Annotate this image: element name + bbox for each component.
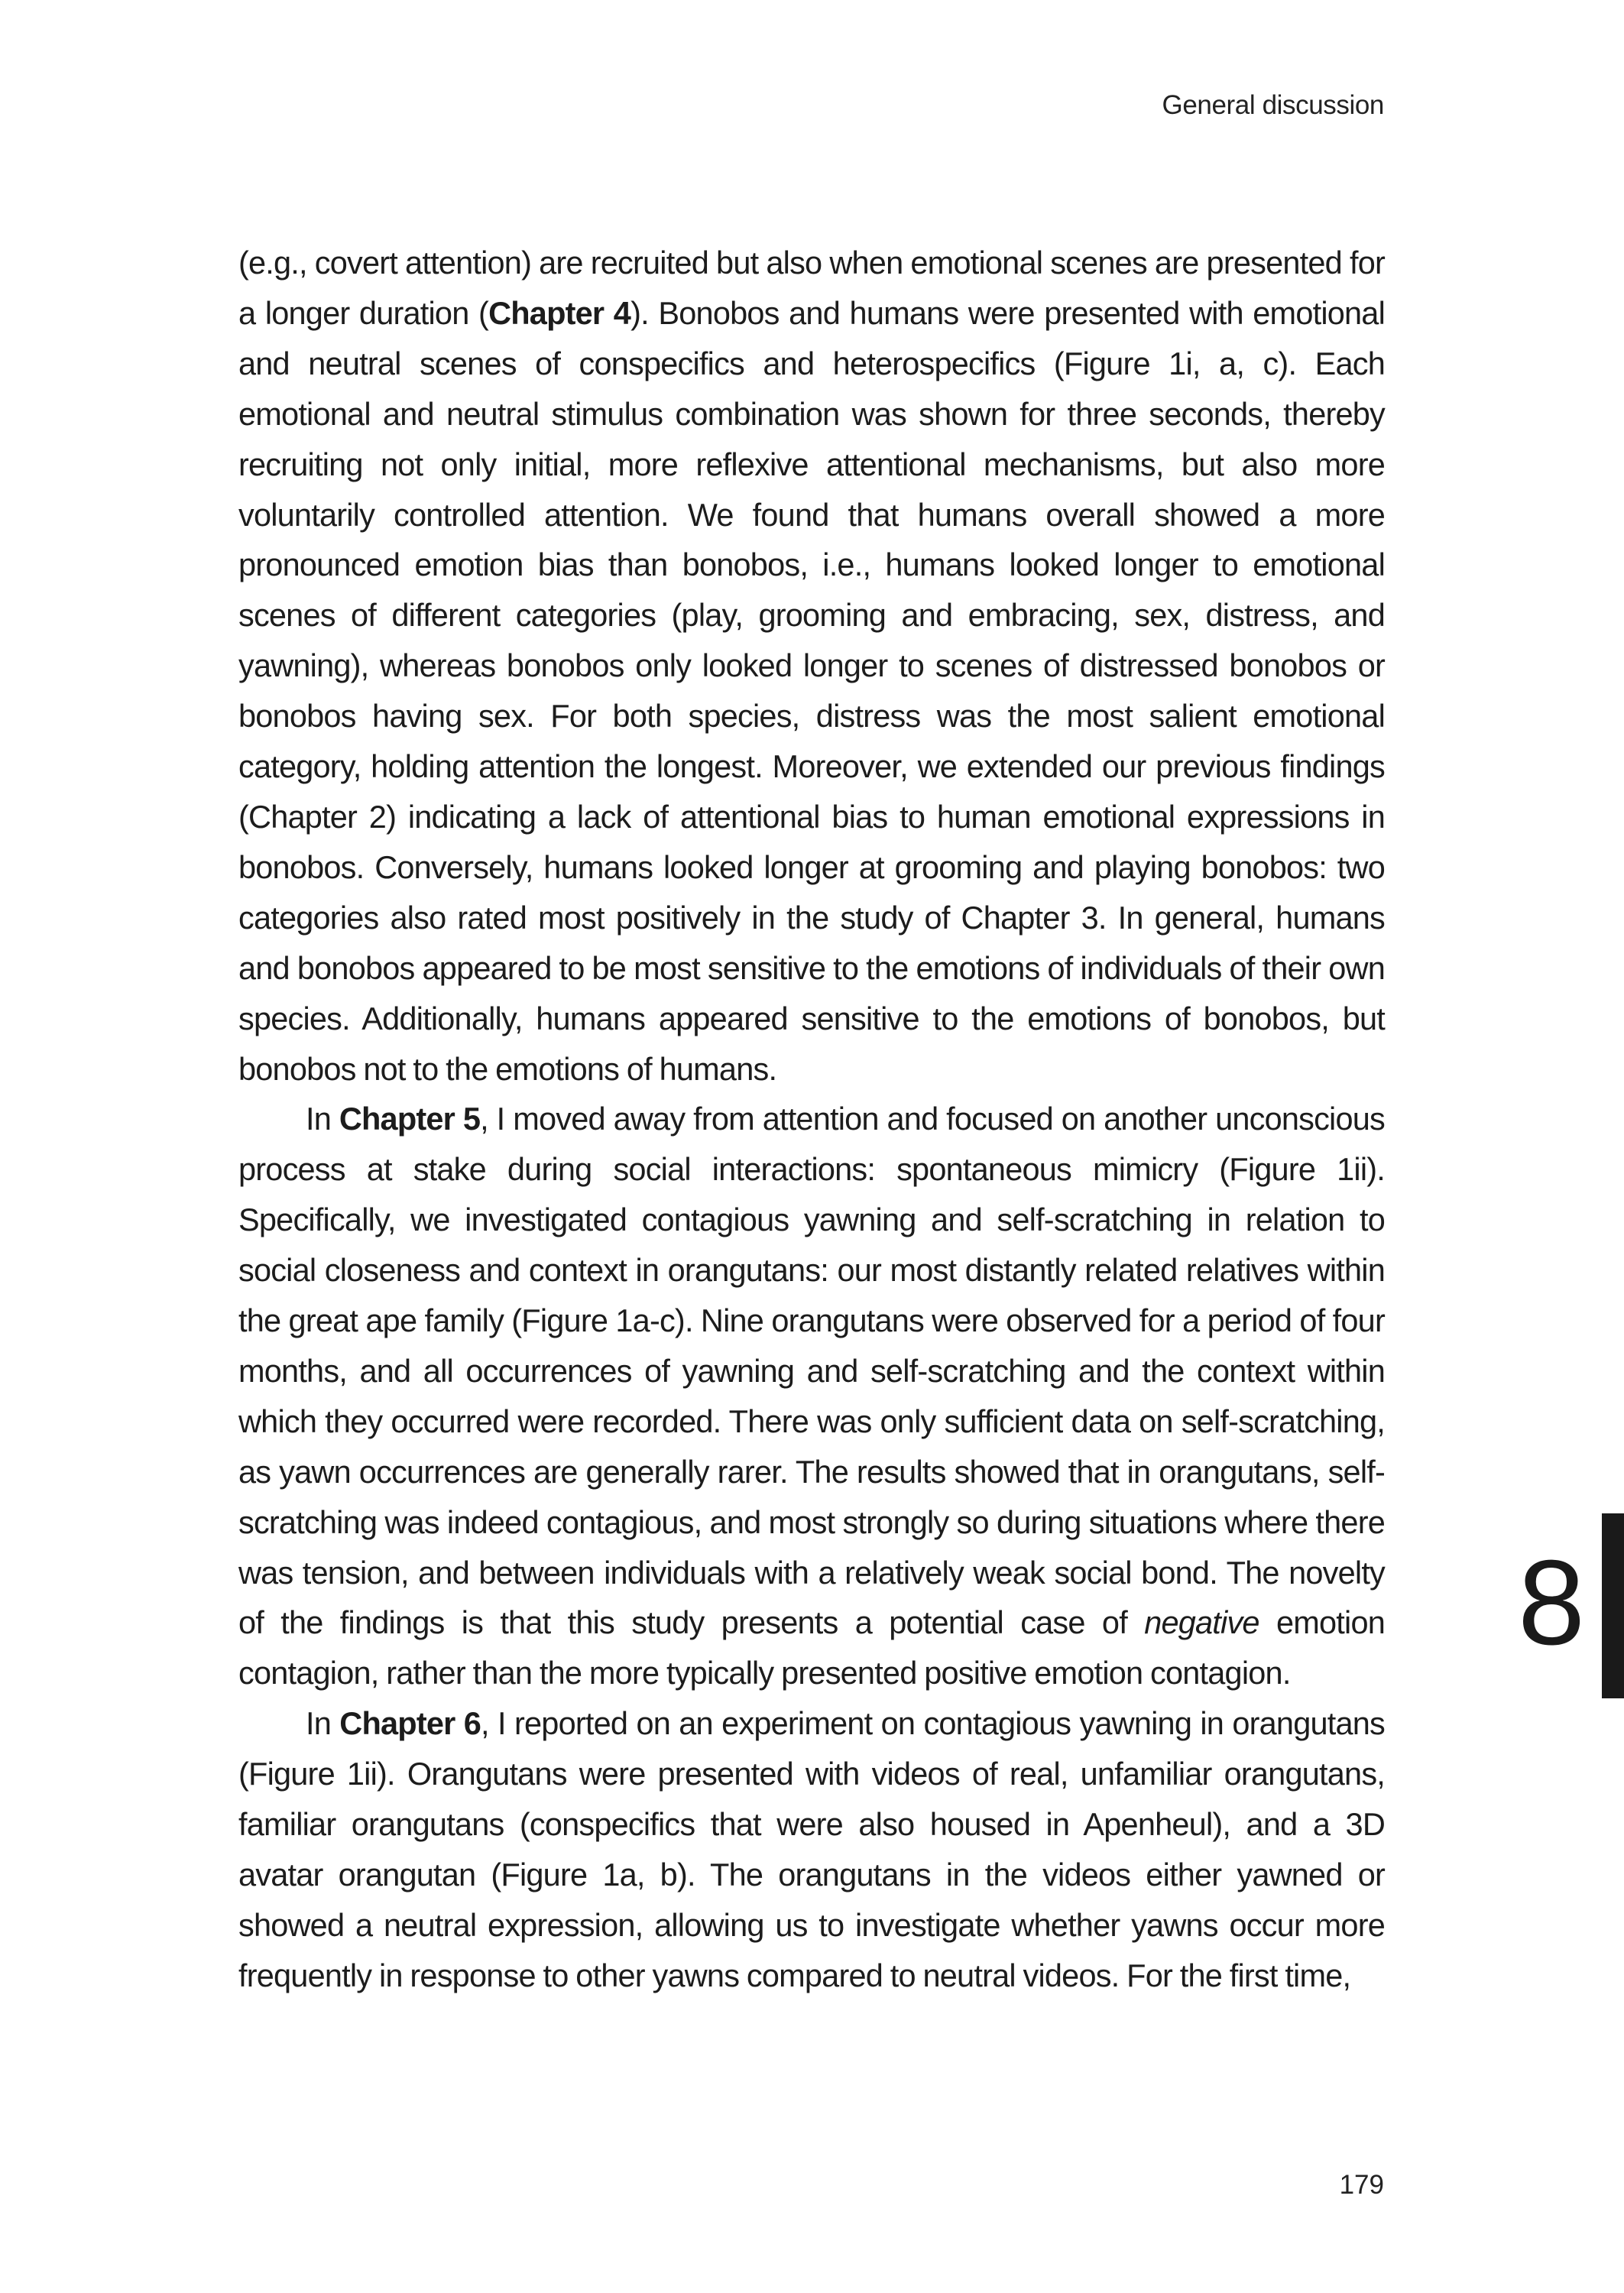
emphasis: negative xyxy=(1144,1604,1259,1641)
running-head: General discussion xyxy=(1162,90,1384,120)
chapter-thumb-tab xyxy=(1602,1513,1624,1698)
text-run: , I moved away from attention and focused on another unconscious process at stake during social interactions: spontaneous mimicry (Figure 1ii). Specifically, we investigated contagious yawning and self-scratching in relation to social closeness and context in orangutans: our most distantly related relatives within the great ape family (Figure 1a-c). Nine orangutans were observed for a period of four months, and all occurrences of yawning and self-scratching and the context within which they occurred were recorded. There was only sufficient data on self-scratching, as yawn occurrences are generally rarer. The results showed that in orangutans, self-scratching was indeed contagious, and most strongly so during situations where there was tension, and between individuals with a relatively weak social bond. The novelty of the findings is that this study presents a potential case of xyxy=(238,1101,1385,1641)
chapter-reference: Chapter 5 xyxy=(339,1101,481,1137)
paragraph-3 xyxy=(238,1698,1385,2000)
text-run: (e.g., covert attention) are recruited but also when emotional scenes are presented for a longer duration ( xyxy=(238,245,1385,331)
paragraph-1 xyxy=(238,238,1385,1094)
page-number: 179 xyxy=(1339,2170,1384,2200)
text-run: , I reported on an experiment on contagious yawning in orangutans (Figure 1ii). Orangutans were presented with videos of real, unfamiliar orangutans, familiar orangutans (conspecifics that were also housed in Apenheul), and a 3D avatar orangutan (Figure 1a, b). The orangutans in the videos either yawned or showed a neutral expression, allowing us to investigate whether yawns occur more frequently in response to other yawns compared to neutral videos. For the first time, xyxy=(238,1705,1385,1993)
text-run: In xyxy=(306,1101,339,1137)
chapter-thumb-number: 8 xyxy=(1518,1536,1583,1670)
text-run: emotion contagion, rather than the more typically presented positive emotion contagion. xyxy=(238,1604,1385,1691)
text-run: In xyxy=(306,1705,340,1742)
body-text xyxy=(238,238,1385,2001)
chapter-reference: Chapter 6 xyxy=(339,1705,481,1742)
text-run: ). Bonobos and humans were presented with emotional and neutral scenes of conspecifics and heterospecifics (Figure 1i, a, c). Each emotional and neutral stimulus combination was shown for three seconds, thereby recruiting not only initial, more reflexive attentional mechanisms, but also more voluntarily controlled attention. We found that humans overall showed a more pronounced emotion bias than bonobos, i.e., humans looked longer to emotional scenes of different categories (play, grooming and embracing, sex, distress, and yawning), whereas bonobos only looked longer to scenes of distressed bonobos or bonobos having sex. For both species, distress was the most salient emotional category, holding attention the longest. Moreover, we extended our previous findings (Chapter 2) indicating a lack of attentional bias to human emotional expressions in bonobos. Conversely, humans looked longer at grooming and playing bonobos: two categories also rated most positively in the study of Chapter 3. In general, humans and bonobos appeared to be most sensitive to the emotions of individuals of their own species. Additionally, humans appeared sensitive to the emotions of bonobos, but bonobos not to the emotions of humans. xyxy=(238,294,1386,1087)
chapter-reference: Chapter 4 xyxy=(488,294,631,331)
paragraph-2 xyxy=(238,1094,1385,1698)
